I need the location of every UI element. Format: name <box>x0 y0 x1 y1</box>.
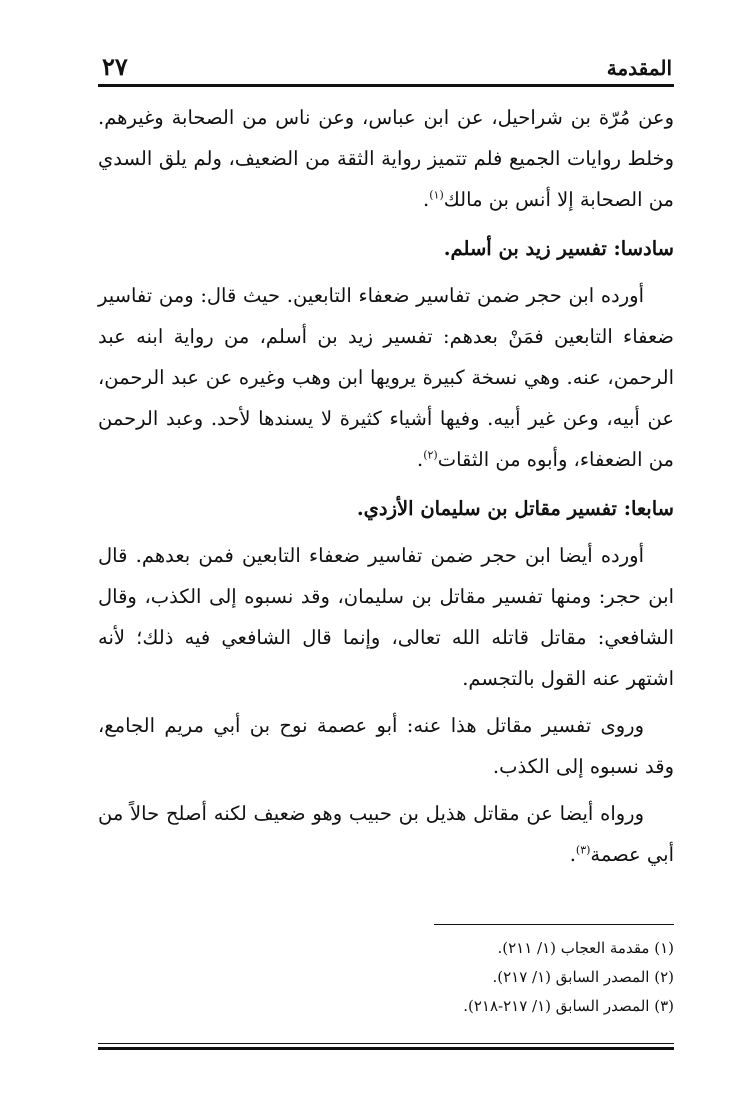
paragraph-end: . <box>417 448 424 471</box>
paragraph <box>98 97 674 220</box>
footnote-rule <box>434 924 674 925</box>
paragraph-end: . <box>569 843 576 866</box>
book-page <box>98 48 674 1058</box>
page-number: ٢٧ <box>102 52 128 81</box>
footnotes <box>98 934 674 1021</box>
paragraph-text: ورواه أيضا عن مقاتل هذيل بن حبيب وهو ضعيف لكنه أصلح حالاً من أبي عصمة <box>98 802 674 866</box>
footer-rule-thick <box>98 1047 674 1050</box>
footnote-ref: (٣) <box>575 843 591 857</box>
section-heading-6: سادسا: تفسير زيد بن أسلم. <box>443 237 674 260</box>
footnote-ref: (٢) <box>423 448 438 462</box>
page-header <box>98 48 674 84</box>
paragraph-text: وعن مُرّة بن شراحيل، عن ابن عباس، وعن ناس من الصحابة وغيرهم. وخلط روايات الجميع فلم تتميز رواية الثقة من الضعيف، ولم يلق السدي من الصحابة إلا أنس بن مالك <box>98 106 674 211</box>
paragraph: وروى تفسير مقاتل هذا عنه: أبو عصمة نوح بن أبي مريم الجامع، وقد نسبوه إلى الكذب. <box>98 714 674 778</box>
paragraph <box>98 275 674 480</box>
footer-rule-thin <box>98 1043 674 1044</box>
paragraph <box>98 793 674 875</box>
footer-rules <box>98 1040 674 1050</box>
header-rule <box>98 84 674 87</box>
section-heading-7: سابعا: تفسير مقاتل بن سليمان الأزدي. <box>356 497 674 520</box>
paragraph: أورده أيضا ابن حجر ضمن تفاسير ضعفاء التابعين فمن بعدهم. قال ابن حجر: ومنها تفسير مقاتل بن سليمان، وقد نسبوه إلى الكذب، وقال الشافعي: مقاتل قاتله الله تعالى، وإنما قال الشافعي فيه ذلك؛ لأنه اشتهر عنه القول بالتجسم. <box>98 544 674 690</box>
footnote-2: (٢) المصدر السابق (١/ ٢١٧). <box>492 968 674 986</box>
paragraph-text: أورده ابن حجر ضمن تفاسير ضعفاء التابعين. حيث قال: ومن تفاسير ضعفاء التابعين فمَنْ بعدهم: تفسير زيد بن أسلم، من رواية ابنه عبد الرحمن، عنه. وهي نسخة كبيرة يرويها ابن وهب وغيره عن عبد الرحمن، عن أبيه، وعن غير أبيه. وفيها أشياء كثيرة لا يسندها لأحد. وعبد الرحمن من الضعفاء، وأبوه من الثقات <box>98 284 674 471</box>
running-title: المقدمة <box>606 56 672 80</box>
main-text <box>98 97 674 875</box>
footnote-ref: (١) <box>429 188 444 202</box>
paragraph-end: . <box>423 188 430 211</box>
footnote-3: (٣) المصدر السابق (١/ ٢١٧-٢١٨). <box>463 997 674 1015</box>
footnote-1: (١) مقدمة العجاب (١/ ٢١١). <box>497 939 674 957</box>
